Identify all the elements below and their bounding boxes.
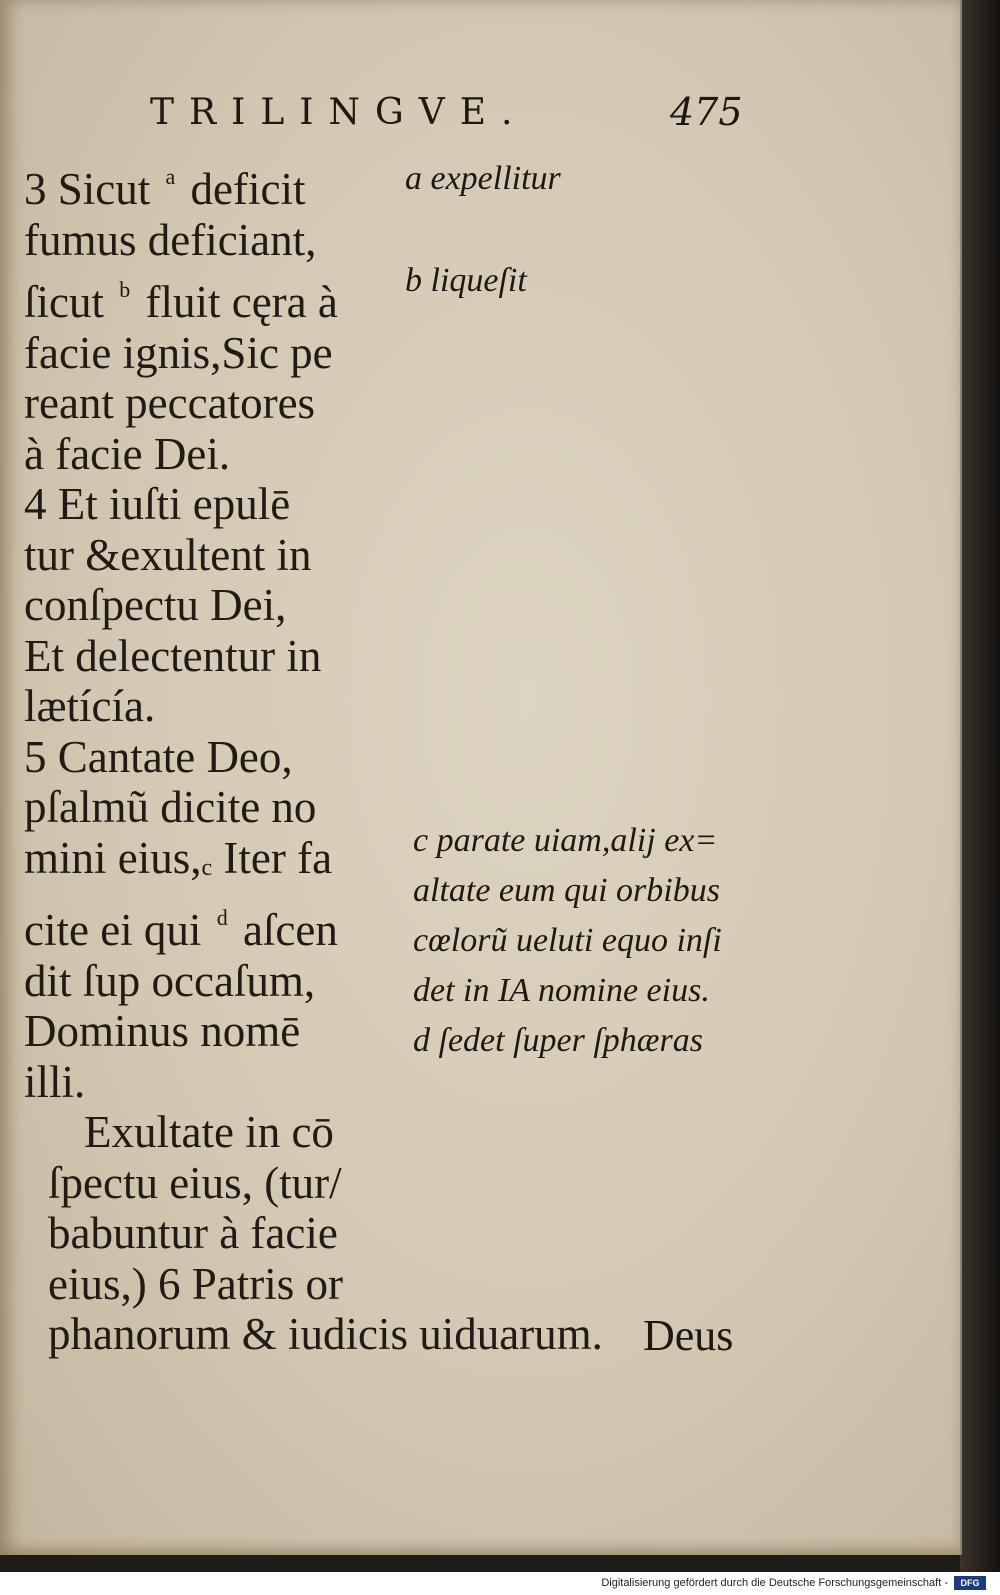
catchword: Deus bbox=[643, 1311, 734, 1360]
text-line: ſpectu eius, (tur/ bbox=[48, 1157, 342, 1208]
gloss-line: d ſedet ſuper ſphæras bbox=[413, 1022, 703, 1059]
book-spine-edge bbox=[960, 0, 1000, 1572]
text-line: 3 Sicut $^a$ deficit bbox=[24, 164, 306, 214]
margin-gloss-b: b liqueſit bbox=[405, 262, 527, 299]
text-line: fumus deficiant, bbox=[24, 214, 317, 265]
text-line: cite ei qui $^d$ aſcen bbox=[24, 905, 338, 955]
gloss-line: cœlorũ ueluti equo inſi bbox=[413, 922, 722, 959]
footnote-marker: c bbox=[201, 854, 213, 881]
text-line: pſalmũ dicite no bbox=[24, 782, 317, 832]
text-line: Et delectentur in bbox=[24, 630, 322, 681]
footnote-marker: a bbox=[165, 164, 176, 189]
text-line: lætícía. bbox=[24, 681, 156, 731]
margin-gloss-a: a expellitur bbox=[405, 160, 561, 197]
funding-credit: Digitalisierung gefördert durch die Deutsche Forschungsgemeinschaft - bbox=[601, 1577, 948, 1589]
text-line: Dominus nomē bbox=[24, 1006, 301, 1056]
text-line: 4 Et iuſti epulē bbox=[24, 479, 291, 529]
digitization-footer bbox=[0, 1572, 1000, 1595]
text-line: facie ignis,Sic pe bbox=[24, 327, 333, 378]
text-line: illi. bbox=[24, 1056, 86, 1107]
text-line: dit ſup occaſum, bbox=[24, 955, 316, 1006]
text-line: conſpectu Dei, bbox=[24, 580, 287, 630]
page-number: 475 bbox=[670, 90, 743, 134]
margin-gloss-c-d bbox=[413, 816, 722, 1066]
text-line: Exultate in cō bbox=[84, 1107, 334, 1157]
text-line: à facie Dei. bbox=[24, 428, 231, 479]
text-line: mini eius,c Iter fa bbox=[24, 832, 333, 883]
main-text-column bbox=[24, 152, 603, 1360]
text-line: reant peccatores bbox=[24, 378, 316, 428]
gloss-line: det in IA nomine eius. bbox=[413, 972, 710, 1009]
gloss-line: c parate uiam,alij ex= bbox=[413, 822, 718, 859]
running-head: TRILINGVE. bbox=[150, 92, 528, 133]
dfg-logo: DFG bbox=[954, 1576, 986, 1590]
text-line: babuntur à facie bbox=[48, 1208, 338, 1258]
footnote-marker: b bbox=[119, 277, 131, 302]
footnote-marker: d bbox=[216, 905, 228, 930]
text-line: 5 Cantate Deo, bbox=[24, 731, 293, 782]
text-line: phanorum & iudicis uiduarum. bbox=[48, 1309, 603, 1359]
text-line: tur &exultent in bbox=[24, 529, 312, 580]
text-line: eius,) 6 Patris or bbox=[48, 1258, 343, 1309]
text-line: ſicut $^b$ fluit cęra à bbox=[24, 277, 338, 327]
gloss-line: altate eum qui orbibus bbox=[413, 872, 720, 909]
